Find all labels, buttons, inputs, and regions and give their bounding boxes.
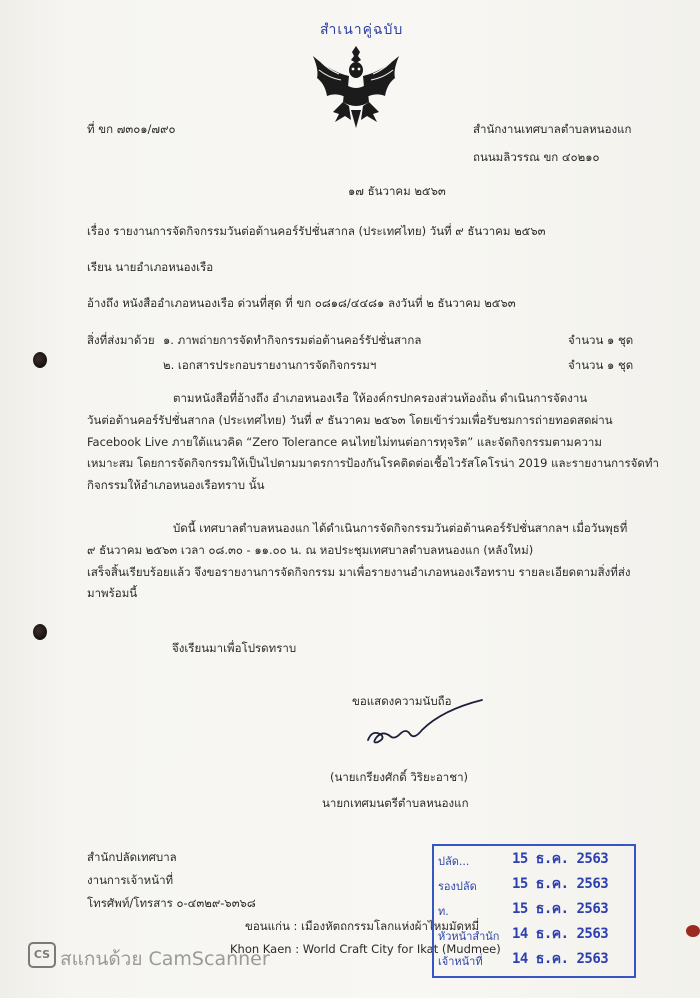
footer-section: งานการเจ้าหน้าที่ [87, 873, 174, 887]
stamp-row-date: 15 ธ.ค. 2563 [512, 876, 609, 892]
paragraph-line: มาพร้อมนี้ [87, 586, 138, 601]
receipt-stamp [432, 844, 636, 978]
document-date: ๑๗ ธันวาคม ๒๕๖๓ [348, 184, 446, 198]
paragraph-line: Facebook Live ภายใต้แนวคิด “Zero Tolerance คนไทยไม่ทนต่อการทุจริต” และจัดกิจกรรมตามความ [87, 434, 602, 449]
stamp-row-date: 14 ธ.ค. 2563 [512, 951, 609, 967]
punch-hole [33, 352, 47, 368]
footer-department: สำนักปลัดเทศบาล [87, 850, 177, 864]
camscanner-watermark: สแกนด้วย CamScanner [60, 948, 270, 970]
page-edge-mark [686, 925, 700, 937]
stamp-row-date: 15 ธ.ค. 2563 [512, 851, 609, 867]
document-number: ที่ ขก ๗๓๐๑/๗๙๐ [87, 122, 176, 136]
stamp-row-label: เจ้าหน้าที่ [438, 955, 483, 968]
copy-stamp: สำเนาคู่ฉบับ [320, 22, 404, 38]
signatory-title: นายกเทศมนตรีตำบลหนองแก [322, 796, 469, 810]
camscanner-logo-icon: CS [28, 942, 56, 968]
recipient-line: เรียน นายอำเภอหนองเรือ [87, 260, 214, 274]
paragraph-line: วันต่อต้านคอร์รัปชั่นสากล (ประเทศไทย) วันที่ ๙ ธันวาคม ๒๕๖๓ โดยเข้าร่วมเพื่อรับชมการถ่ายทอดสดผ่าน [87, 412, 613, 427]
stamp-row-label: ท. [438, 905, 449, 918]
paragraph-line: ตามหนังสือที่อ้างถึง อำเภอหนองเรือ ให้องค์กรปกครองส่วนท้องถิ่น ดำเนินการจัดงาน [173, 391, 588, 405]
office-address: ถนนมลิวรรณ ขก ๔๐๒๑๐ [473, 150, 600, 164]
footer-slogan-thai: ขอนแก่น : เมืองหัตถกรรมโลกแห่งผ้าไหมมัดหมี่ [245, 919, 480, 933]
enclosure-qty: จำนวน ๑ ชุด [568, 333, 634, 347]
reference-line: อ้างถึง หนังสืออำเภอหนองเรือ ด่วนที่สุด ที่ ขก ๐๘๑๘/๔๔๘๑ ลงวันที่ ๒ ธันวาคม ๒๕๖๓ [87, 296, 516, 310]
paragraph-line: บัดนี้ เทศบาลตำบลหนองแก ได้ดำเนินการจัดกิจกรรมวันต่อต้านคอร์รัปชั่นสากลฯ เมื่อวันพุธที่ [173, 521, 628, 535]
punch-hole [33, 624, 47, 640]
closing-line: จึงเรียนมาเพื่อโปรดทราบ [172, 641, 297, 655]
paragraph-line: เหมาะสม โดยการจัดกิจกรรมให้เป็นไปตามมาตรการป้องกันโรคติดต่อเชื้อไวรัสโคโรน่า 2019 และรายงานการจัดทำ [87, 456, 659, 471]
paragraph-line: กิจกรรมให้อำเภอหนองเรือทราบ นั้น [87, 478, 265, 493]
stamp-row-label: รองปลัด [438, 880, 477, 893]
handwritten-signature [360, 698, 490, 754]
footer-slogan-english: Khon Kaen : World Craft City for Ikat (Mudmee) [230, 942, 501, 956]
signatory-name: (นายเกรียงศักดิ์ วิริยะอาชา) [330, 770, 469, 784]
stamp-row-label: หัวหน้าสำนัก [438, 930, 500, 943]
stamp-row-date: 14 ธ.ค. 2563 [512, 926, 609, 942]
office-name: สำนักงานเทศบาลตำบลหนองแก [473, 122, 632, 136]
regards-line: ขอแสดงความนับถือ [352, 694, 452, 708]
stamp-row-date: 15 ธ.ค. 2563 [512, 901, 609, 917]
paragraph-line: ๙ ธันวาคม ๒๕๖๓ เวลา ๐๘.๓๐ - ๑๑.๐๐ น. ณ หอประชุมเทศบาลตำบลหนองแก (หลังใหม่) [87, 542, 534, 557]
enclosure-qty: จำนวน ๑ ชุด [568, 358, 634, 372]
stamp-row-label: ปลัด... [438, 855, 470, 868]
enclosure-item: ๒. เอกสารประกอบรายงานการจัดกิจกรรมฯ [163, 358, 377, 372]
body-paragraph-1 [87, 388, 659, 497]
garuda-emblem-icon [307, 40, 405, 132]
subject-line: เรื่อง รายงานการจัดกิจกรรมวันต่อต้านคอร์รัปชั่นสากล (ประเทศไทย) วันที่ ๙ ธันวาคม ๒๕๖๓ [87, 224, 546, 238]
paragraph-line: เสร็จสิ้นเรียบร้อยแล้ว จึงขอรายงานการจัดกิจกรรม มาเพื่อรายงานอำเภอหนองเรือทราบ รายละเอียดตามสิ่งที่ส่ง [87, 564, 631, 579]
enclosure-item: ๑. ภาพถ่ายการจัดทำกิจกรรมต่อต้านคอร์รัปชั่นสากล [163, 333, 422, 347]
body-paragraph-2 [87, 518, 647, 605]
footer-phone: โทรศัพท์/โทรสาร ๐-๔๓๒๙-๖๓๖๘ [87, 896, 256, 910]
enclosures-label: สิ่งที่ส่งมาด้วย [87, 333, 155, 347]
